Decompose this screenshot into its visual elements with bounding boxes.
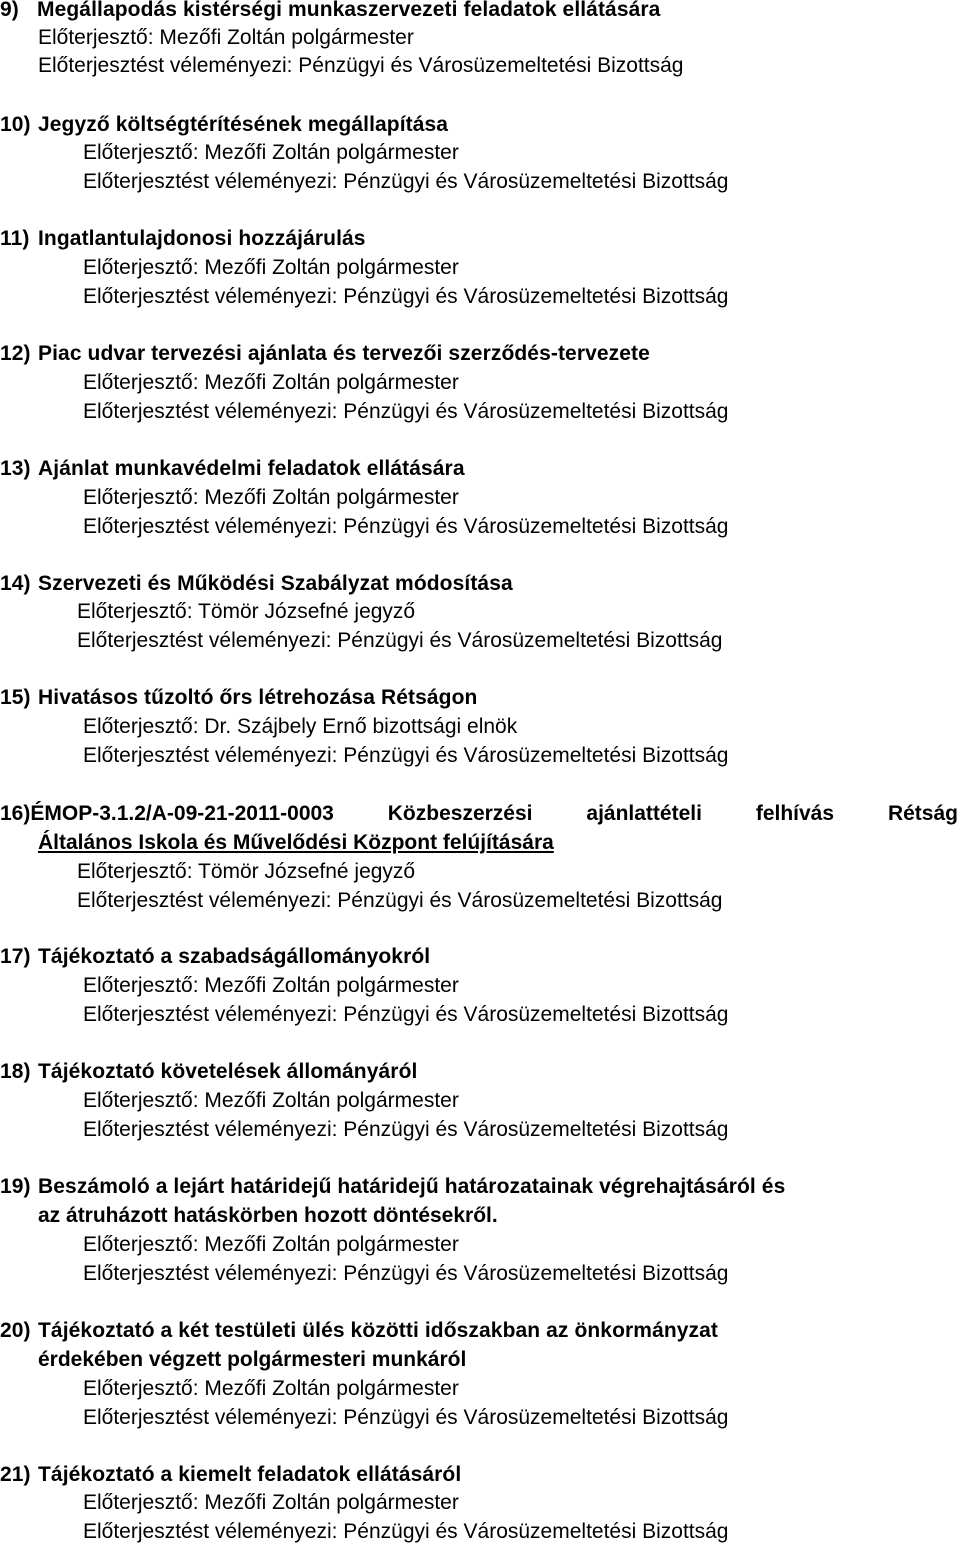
agenda-item-title [0,111,448,139]
reviewer-line: Előterjesztést véleményezi: Pénzügyi és Városüzemeltetési Bizottság [83,1406,729,1429]
reviewer-line: Előterjesztést véleményezi: Pénzügyi és Városüzemeltetési Bizottság [83,285,729,308]
reviewer-line: Előterjesztést véleményezi: Pénzügyi és Városüzemeltetési Bizottság [83,744,729,767]
presenter-line: Előterjesztő: Tömör Józsefné jegyző [77,860,416,883]
presenter-line: Előterjesztő: Mezőfi Zoltán polgármester [83,1233,459,1256]
item-number: 13) [0,457,31,480]
presenter-line: Előterjesztő: Mezőfi Zoltán polgármester [38,26,414,49]
item-number: 20) [0,1319,31,1342]
item-title-word: ÉMOP-3.1.2/A-09-21-2011-0003 [30,802,334,825]
item-number: 19) [0,1175,31,1198]
item-title-text: Ingatlantulajdonosi hozzájárulás [38,227,366,250]
agenda-item-title [0,684,477,712]
item-number: 11) [0,227,30,250]
item-number: 21) [0,1463,31,1486]
item-number: 12) [0,342,31,365]
item-title-continuation: érdekében végzett polgármesteri munkáról [38,1348,467,1371]
reviewer-line: Előterjesztést véleményezi: Pénzügyi és Városüzemeltetési Bizottság [83,1520,729,1543]
item-title-text: Tájékoztató követelések állományáról [38,1060,418,1083]
agenda-item-title [0,225,366,253]
reviewer-line: Előterjesztést véleményezi: Pénzügyi és Városüzemeltetési Bizottság [83,400,729,423]
reviewer-line: Előterjesztést véleményezi: Pénzügyi és Városüzemeltetési Bizottság [83,1262,729,1285]
reviewer-line: Előterjesztést véleményezi: Pénzügyi és Városüzemeltetési Bizottság [77,629,723,652]
item-title-text: Jegyző költségtérítésének megállapítása [38,113,449,136]
agenda-item-title [0,1461,461,1489]
item-number: 17) [0,945,31,968]
presenter-line: Előterjesztő: Dr. Szájbely Ernő bizottsági elnök [83,715,518,738]
presenter-line: Előterjesztő: Mezőfi Zoltán polgármester [83,974,459,997]
item-number: 16) [0,802,31,825]
item-number: 14) [0,572,31,595]
item-number: 15) [0,686,31,709]
agenda-item-title [0,340,650,368]
presenter-line: Előterjesztő: Mezőfi Zoltán polgármester [83,371,459,394]
item-title-continuation: az átruházott hatáskörben hozott döntésekről. [38,1204,498,1227]
item-title-text: Beszámoló a lejárt határidejű határidejű határozatainak végrehajtásáról és [38,1175,786,1198]
item-title-word: ajánlattételi [586,802,702,825]
reviewer-line: Előterjesztést véleményezi: Pénzügyi és Városüzemeltetési Bizottság [83,515,729,538]
agenda-item-title [0,1173,785,1201]
presenter-line: Előterjesztő: Mezőfi Zoltán polgármester [83,1491,459,1514]
reviewer-line: Előterjesztést véleményezi: Pénzügyi és Városüzemeltetési Bizottság [77,889,723,912]
item-number: 10) [0,113,31,136]
reviewer-line: Előterjesztést véleményezi: Pénzügyi és Városüzemeltetési Bizottság [38,54,684,77]
presenter-line: Előterjesztő: Tömör Józsefné jegyző [77,600,416,623]
presenter-line: Előterjesztő: Mezőfi Zoltán polgármester [83,256,459,279]
reviewer-line: Előterjesztést véleményezi: Pénzügyi és Városüzemeltetési Bizottság [83,1003,729,1026]
item-title-word: Közbeszerzési [387,802,533,825]
item-title-text: Ajánlat munkavédelmi feladatok ellátására [38,457,465,480]
reviewer-line: Előterjesztést véleményezi: Pénzügyi és Városüzemeltetési Bizottság [83,1118,729,1141]
item-title-word: felhívás [755,802,835,825]
item-number: 18) [0,1060,31,1083]
agenda-item-title [0,800,958,828]
item-title-text: Tájékoztató a kiemelt feladatok ellátásáról [38,1463,462,1486]
item-title-text: Szervezeti és Működési Szabályzat módosítása [38,572,513,595]
presenter-line: Előterjesztő: Mezőfi Zoltán polgármester [83,1377,459,1400]
agenda-item-title [0,1058,417,1086]
item-title-text: Megállapodás kistérségi munkaszervezeti feladatok ellátására [37,0,661,21]
reviewer-line: Előterjesztést véleményezi: Pénzügyi és Városüzemeltetési Bizottság [83,170,729,193]
item-title-text: Piac udvar tervezési ajánlata és tervezői szerződés-tervezete [38,342,650,365]
agenda-item-title [0,1317,718,1345]
item-title-word: Rétság [887,802,958,825]
agenda-item-title [0,0,660,24]
item-title-segment [0,800,334,828]
item-title-text: Hivatásos tűzoltó őrs létrehozása Rétságon [38,686,478,709]
item-number: 9) [0,0,19,21]
item-title-text: Tájékoztató a szabadságállományokról [38,945,431,968]
presenter-line: Előterjesztő: Mezőfi Zoltán polgármester [83,1089,459,1112]
presenter-line: Előterjesztő: Mezőfi Zoltán polgármester [83,486,459,509]
agenda-item-title [0,943,430,971]
item-title-text: Tájékoztató a két testületi ülés közötti időszakban az önkormányzat [38,1319,719,1342]
presenter-line: Előterjesztő: Mezőfi Zoltán polgármester [83,141,459,164]
item-title-continuation: Általános Iskola és Művelődési Központ felújítására [38,831,554,854]
agenda-item-title [0,570,513,598]
agenda-item-title [0,455,465,483]
